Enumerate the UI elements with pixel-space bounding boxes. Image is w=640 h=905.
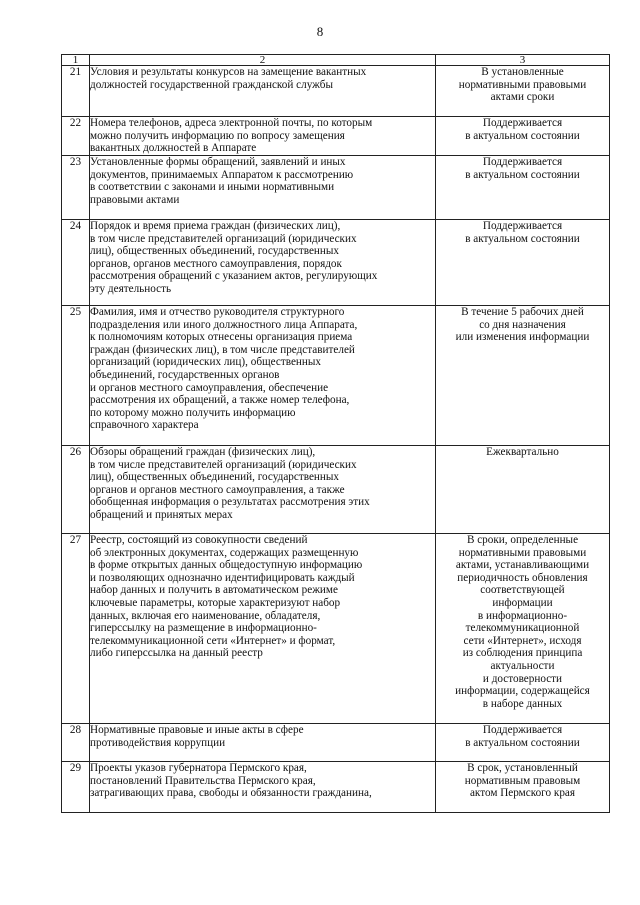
term-line: информации, содержащейся xyxy=(455,685,590,698)
description-line: Установленные формы обращений, заявлений и иных xyxy=(90,156,346,168)
description-line: документов, принимаемых Аппаратом к рассмотрению xyxy=(90,168,354,181)
description-line: в форме открытых данных общедоступную информацию xyxy=(90,559,363,572)
row-term xyxy=(436,446,610,534)
description-line: Порядок и время приема граждан (физических лиц), xyxy=(90,220,341,232)
term-line: Ежеквартально xyxy=(486,446,559,458)
term-line: соответствующей xyxy=(480,584,565,597)
term-line: В течение 5 рабочих дней xyxy=(461,306,584,318)
description-line: в том числе представителей организаций (юридических xyxy=(90,458,357,471)
term-line: со дня назначения xyxy=(479,318,566,331)
table-row xyxy=(62,446,610,534)
row-term xyxy=(436,66,610,117)
term-line: в актуальном состоянии xyxy=(465,129,580,142)
description-line: в соответствии с законами и иными нормативными xyxy=(90,181,335,194)
description-line: лиц), общественных объединений, государственных xyxy=(90,245,339,258)
description-line: ключевые параметры, которые характеризуют набор xyxy=(90,596,341,609)
description-line: Фамилия, имя и отчество руководителя структурного xyxy=(90,306,345,318)
term-line: в актуальном состоянии xyxy=(465,168,580,181)
row-term xyxy=(436,762,610,813)
table-row xyxy=(62,534,610,724)
description-line: органов, органов местного самоуправления, порядок xyxy=(90,257,342,270)
description-line: рассмотрения обращений с указанием актов, регулирующих xyxy=(90,270,378,283)
description-line: Нормативные правовые и иные акты в сфере xyxy=(90,724,304,736)
row-description xyxy=(90,66,436,117)
term-line: из соблюдения принципа xyxy=(462,647,583,660)
term-line: Поддерживается xyxy=(482,117,563,129)
description-line: в том числе представителей организаций (юридических xyxy=(90,232,357,245)
description-line: Реестр, состоящий из совокупности сведений xyxy=(90,534,308,546)
information-table xyxy=(61,54,610,813)
description-line: лиц), общественных объединений, государственных xyxy=(90,471,339,484)
term-line: В сроки, определенные xyxy=(466,534,579,546)
description-line: и органов местного самоуправления, обеспечение xyxy=(90,381,329,394)
row-term xyxy=(436,117,610,156)
row-number: 23 xyxy=(62,156,90,220)
row-term xyxy=(436,156,610,220)
page-number: 8 xyxy=(316,24,324,39)
row-term xyxy=(436,724,610,762)
description-line: эту деятельность xyxy=(90,282,172,295)
term-line: актуальности xyxy=(490,659,555,672)
table-row xyxy=(62,220,610,306)
term-line: или изменения информации xyxy=(455,331,590,344)
description-line: правовыми актами xyxy=(90,193,180,206)
description-line: гиперссылку на размещение в информационно- xyxy=(90,622,317,635)
description-line: объединений, государственных органов xyxy=(90,368,280,381)
description-line: Условия и результаты конкурсов на замещение вакантных xyxy=(90,66,367,78)
term-line: актами сроки xyxy=(490,91,555,104)
term-line: телекоммуникационной xyxy=(465,622,580,635)
term-line: нормативным правовым xyxy=(464,774,581,787)
row-description xyxy=(90,446,436,534)
table-row xyxy=(62,66,610,117)
term-line: в актуальном состоянии xyxy=(465,736,580,749)
description-line: Обзоры обращений граждан (физических лиц), xyxy=(90,446,316,458)
table-header xyxy=(62,55,610,66)
row-number: 26 xyxy=(62,446,90,534)
row-term xyxy=(436,306,610,446)
term-line: В срок, установленный xyxy=(467,762,578,774)
term-line: в информационно- xyxy=(477,609,568,622)
description-line: к полномочиям которых отнесены организация приема xyxy=(90,331,353,344)
description-line: обращений и принятых мерах xyxy=(90,508,233,521)
description-line: и позволяющих однозначно идентифицировать каждый xyxy=(90,571,355,584)
row-description xyxy=(90,534,436,724)
table-row xyxy=(62,762,610,813)
table-row xyxy=(62,306,610,446)
description-line: набор данных и получить в автоматическом режиме xyxy=(90,584,338,597)
term-line: периодичность обновления xyxy=(457,571,588,584)
row-description xyxy=(90,117,436,156)
term-line: сети «Интернет», исходя xyxy=(463,634,582,647)
term-line: нормативными правовыми xyxy=(458,78,587,91)
description-line: можно получить информацию по вопросу замещения xyxy=(90,129,345,142)
description-line: рассмотрения их обращений, а также номер телефона, xyxy=(90,394,350,407)
table-body xyxy=(62,66,610,813)
description-line: должностей государственной гражданской службы xyxy=(90,78,333,91)
description-line: по которому можно получить информацию xyxy=(90,406,296,419)
term-line: актами, устанавливающими xyxy=(455,559,590,572)
description-line: противодействия коррупции xyxy=(90,736,226,749)
term-line: Поддерживается xyxy=(482,220,563,232)
description-line: подразделения или иного должностного лица Аппарата, xyxy=(90,318,358,331)
table-row xyxy=(62,724,610,762)
header-col-1: 1 xyxy=(62,55,90,66)
row-description xyxy=(90,762,436,813)
term-line: актом Пермского края xyxy=(469,787,576,800)
row-number: 24 xyxy=(62,220,90,306)
description-line: телекоммуникационной сети «Интернет» и формат, xyxy=(90,634,336,647)
description-line: затрагивающих права, свободы и обязанности гражданина, xyxy=(90,787,372,800)
header-col-3: 3 xyxy=(436,55,610,66)
description-line: обобщенная информация о результатах рассмотрения этих xyxy=(90,496,370,509)
table-row xyxy=(62,156,610,220)
description-line: вакантных должностей в Аппарате xyxy=(90,142,257,155)
row-number: 29 xyxy=(62,762,90,813)
row-term xyxy=(436,534,610,724)
term-line: в наборе данных xyxy=(482,697,563,710)
row-number: 27 xyxy=(62,534,90,724)
term-line: и достоверности xyxy=(482,672,563,685)
description-line: об электронных документах, содержащих размещенную xyxy=(90,546,359,559)
term-line: В установленные xyxy=(481,66,564,78)
term-line: нормативными правовыми xyxy=(458,546,587,559)
description-line: организаций (юридических лиц), общественных xyxy=(90,356,321,369)
description-line: граждан (физических лиц), в том числе представителей xyxy=(90,343,355,356)
row-number: 25 xyxy=(62,306,90,446)
header-col-2: 2 xyxy=(90,55,436,66)
row-description xyxy=(90,156,436,220)
row-description xyxy=(90,724,436,762)
row-number: 28 xyxy=(62,724,90,762)
description-line: органов и органов местного самоуправления, а также xyxy=(90,483,345,496)
term-line: в актуальном состоянии xyxy=(465,232,580,245)
description-line: справочного характера xyxy=(90,419,199,432)
row-description xyxy=(90,220,436,306)
description-line: данных, включая его наименование, обладателя, xyxy=(90,609,321,622)
row-number: 22 xyxy=(62,117,90,156)
row-term xyxy=(436,220,610,306)
row-number: 21 xyxy=(62,66,90,117)
term-line: Поддерживается xyxy=(482,724,563,736)
description-line: Проекты указов губернатора Пермского края, xyxy=(90,762,307,774)
description-line: либо гиперссылка на данный реестр xyxy=(90,647,263,660)
description-line: Номера телефонов, адреса электронной почты, по которым xyxy=(90,117,373,129)
term-line: Поддерживается xyxy=(482,156,563,168)
term-line: информации xyxy=(492,596,553,609)
description-line: постановлений Правительства Пермского края, xyxy=(90,774,316,787)
row-description xyxy=(90,306,436,446)
table-row xyxy=(62,117,610,156)
